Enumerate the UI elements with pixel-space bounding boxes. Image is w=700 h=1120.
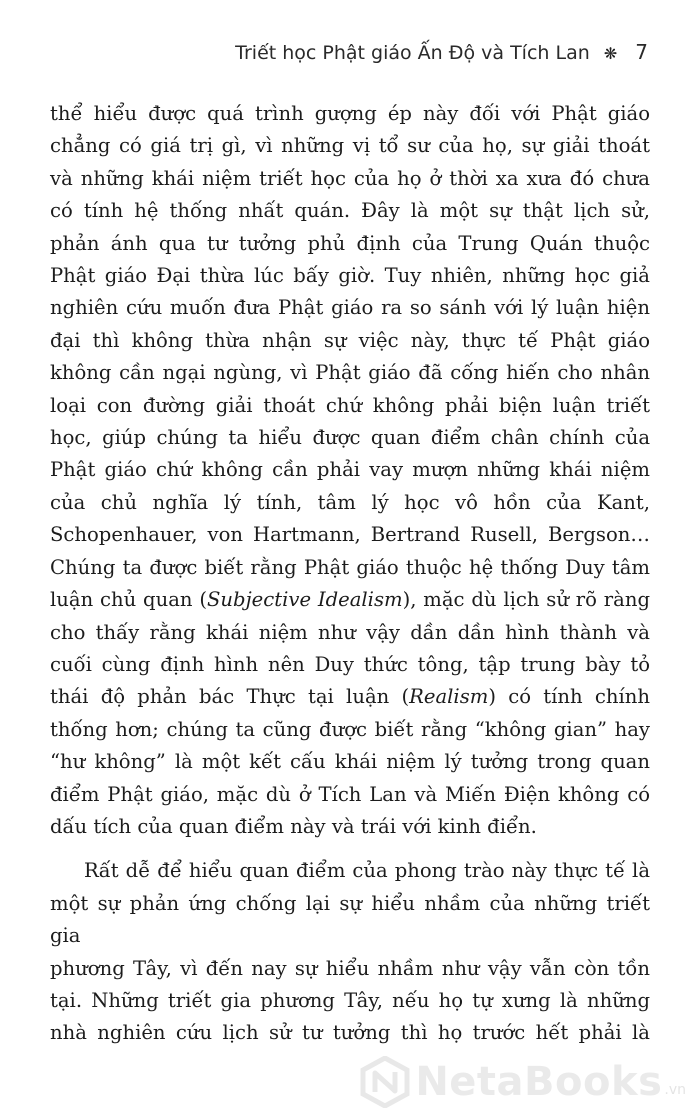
text-line: không cần ngại ngùng, vì Phật giáo đã cống hiến cho nhân: [50, 361, 650, 385]
text-line: có tính hệ thống nhất quán. Đây là một sự thật lịch sử,: [50, 199, 650, 223]
text-line: thống hơn; chúng ta cũng được biết rằng “không gian” hay: [50, 717, 650, 741]
text-line: cho thấy rằng khái niệm như vậy dần dần hình thành và: [50, 620, 650, 644]
text-line: Schopenhauer, von Hartmann, Bertrand Rusell, Bergson…: [50, 523, 650, 547]
netabooks-logo-icon: [359, 1056, 411, 1108]
text-line: Rất dễ để hiểu quan điểm của phong trào này thực tế là: [84, 859, 650, 883]
text-line: dấu tích của quan điểm này và trái với kinh điển.: [50, 814, 537, 838]
italic-term: Realism: [409, 685, 489, 709]
text-line: [50, 584, 650, 616]
text-line: phản ánh qua tư tưởng phủ định của Trung Quán thuộc: [50, 231, 650, 255]
text-segment: thái độ phản bác Thực tại luận (: [50, 685, 410, 709]
text-line: Chúng ta được biết rằng Phật giáo thuộc hệ thống Duy tâm: [50, 555, 650, 579]
text-line: cuối cùng định hình nên Duy thức tông, tập trung bày tỏ: [50, 652, 650, 676]
text-line: loại con đường giải thoát chứ không phải biện luận triết: [50, 393, 650, 417]
ornament-separator-icon: ❋: [603, 44, 618, 63]
text-line: một sự phản ứng chống lại sự hiểu nhầm của những triết gia: [50, 891, 650, 948]
text-line: nhà nghiên cứu lịch sử tư tưởng thì họ trước hết phải là: [50, 1021, 650, 1045]
text-line: [50, 681, 650, 713]
body-text: [50, 98, 650, 1050]
running-title: Triết học Phật giáo Ấn Độ và Tích Lan: [235, 42, 590, 64]
watermark-brand: NetaBooks: [415, 1059, 663, 1105]
text-segment: ), mặc dù lịch sử rõ ràng: [402, 588, 650, 612]
watermark-suffix: .vn: [664, 1082, 686, 1098]
running-header: [235, 40, 648, 64]
text-line: thể hiểu được quá trình gượng ép này đối với Phật giáo: [50, 102, 650, 125]
text-line: Phật giáo Đại thừa lúc bấy giờ. Tuy nhiên, những học giả: [50, 264, 650, 288]
text-line: phương Tây, vì đến nay sự hiểu nhầm như vậy vẫn còn tồn: [50, 956, 650, 980]
text-line: và những khái niệm triết học của họ ở thời xa xưa đó chưa: [50, 166, 650, 190]
text-line: chẳng có giá trị gì, vì những vị tổ sư của họ, sự giải thoát: [50, 134, 650, 158]
text-line: tại. Những triết gia phương Tây, nếu họ tự xưng là những: [50, 988, 650, 1012]
text-line: nghiên cứu muốn đưa Phật giáo ra so sánh với lý luận hiện: [50, 296, 650, 320]
italic-term: Subjective Idealism: [207, 588, 403, 612]
text-segment: ) có tính chính: [488, 685, 650, 709]
text-line: “hư không” là một kết cấu khái niệm lý tưởng trong quan: [50, 750, 650, 774]
text-line: của chủ nghĩa lý tính, tâm lý học vô hồn của Kant,: [50, 490, 650, 514]
text-segment: luận chủ quan (: [50, 588, 207, 612]
paragraph-gap: [50, 843, 650, 855]
text-line: học, giúp chúng ta hiểu được quan điểm chân chính của: [50, 426, 650, 450]
text-line: đại thì không thừa nhận sự việc này, thực tế Phật giáo: [50, 328, 650, 352]
netabooks-watermark: [359, 1056, 686, 1108]
text-line: Phật giáo chứ không cần phải vay mượn những khái niệm: [50, 458, 650, 482]
page-number: 7: [635, 40, 648, 64]
text-line: điểm Phật giáo, mặc dù ở Tích Lan và Miến Điện không có: [50, 782, 650, 806]
